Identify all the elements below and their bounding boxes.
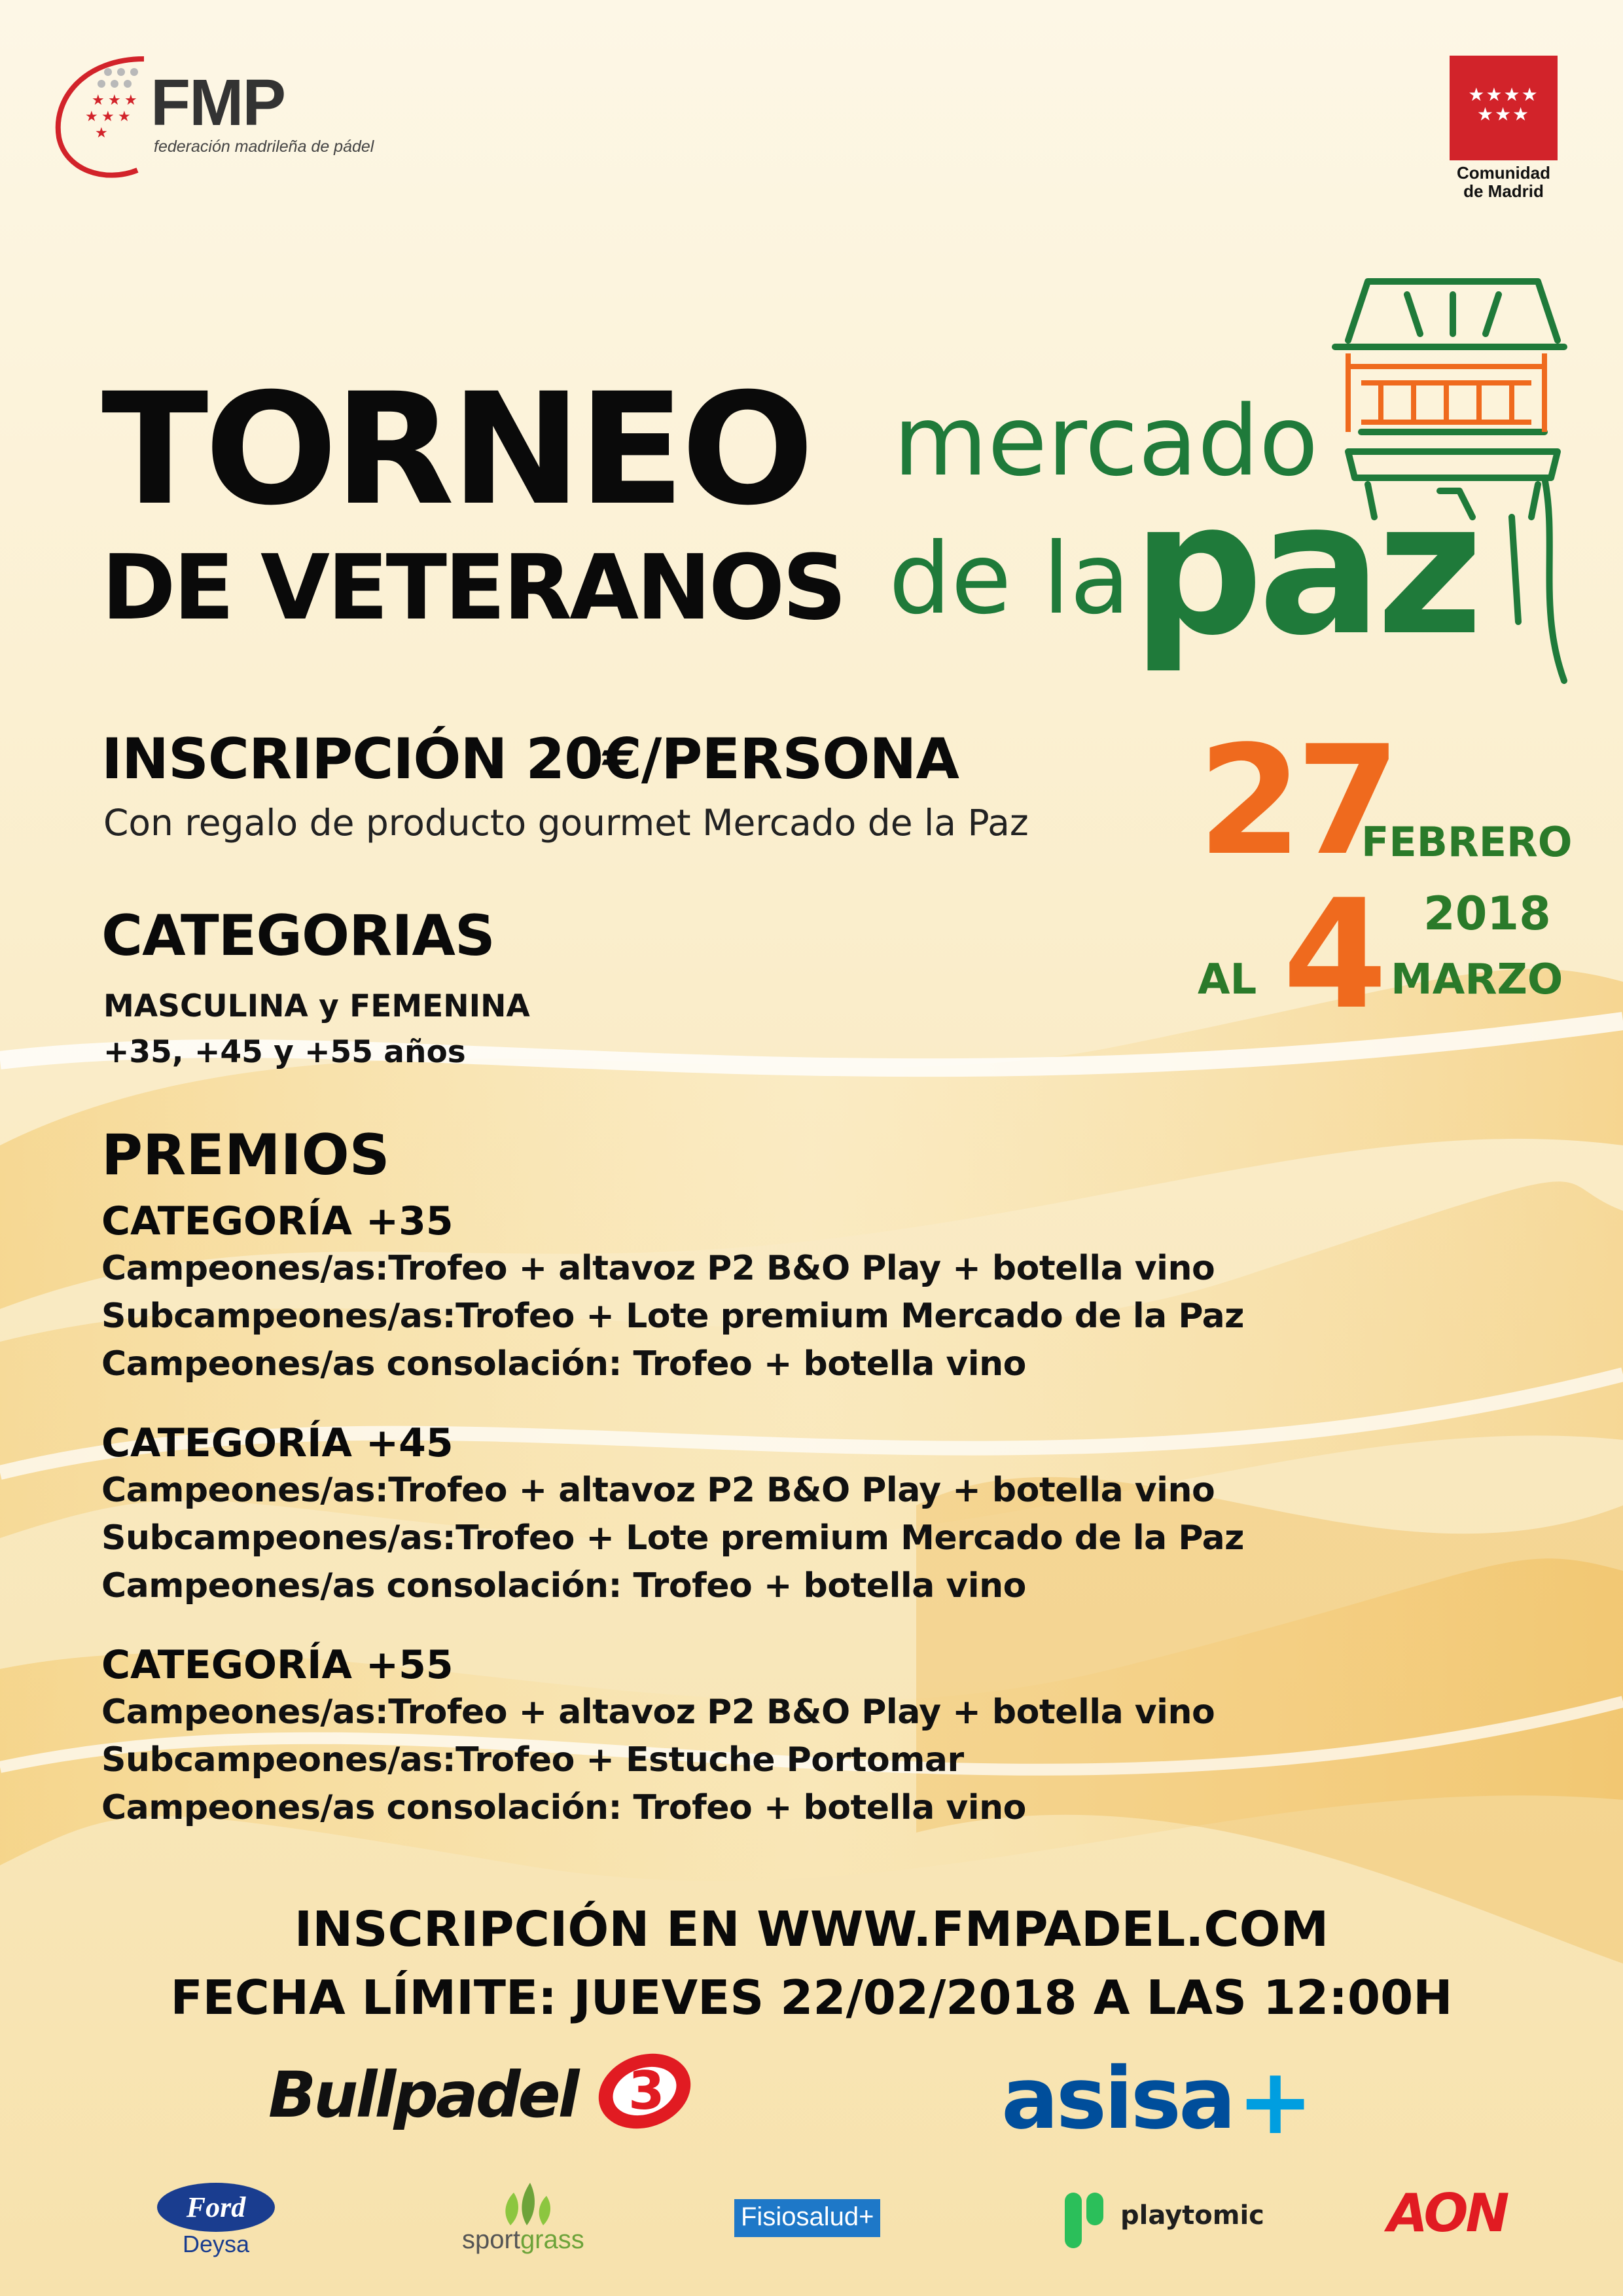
prize-group xyxy=(101,1198,1476,1388)
svg-text:★: ★ xyxy=(124,92,137,109)
playtomic-logo-icon xyxy=(1061,2189,1107,2251)
sponsor-deysa: Deysa xyxy=(182,2231,250,2257)
prize-line: Campeones/as consolación: Trofeo + botella vino xyxy=(101,1566,1026,1605)
sportgrass-leaf-icon xyxy=(497,2179,556,2229)
fmp-logo xyxy=(46,46,386,196)
prize-group xyxy=(101,1641,1476,1832)
cam-stars-icon: ★★★★ ★★★ xyxy=(1468,84,1539,124)
cam-line1: Comunidad xyxy=(1457,163,1550,183)
end-day: 4 xyxy=(1283,868,1388,1043)
start-day: 27 xyxy=(1198,714,1395,889)
sponsor-fisiosalud: Fisiosalud+ xyxy=(734,2199,880,2237)
categories-gender: MASCULINA y FEMENINA xyxy=(103,988,530,1024)
fmp-emblem-icon xyxy=(46,46,157,183)
fmp-name: FMP xyxy=(151,66,285,139)
start-month: FEBRERO xyxy=(1361,818,1573,866)
fmp-tagline: federación madrileña de pádel xyxy=(154,137,374,156)
sponsor-aon: AON xyxy=(1387,2183,1507,2244)
prize-category-title: CATEGORÍA +55 xyxy=(101,1642,454,1688)
prize-line: Subcampeones/as:Trofeo + Lote premium Mercado de la Paz xyxy=(101,1518,1244,1558)
prize-line: Campeones/as consolación: Trofeo + botella vino xyxy=(101,1344,1026,1384)
sponsor-asisa: asisa xyxy=(1001,2049,1234,2148)
sportgrass-part2: grass xyxy=(520,2225,584,2254)
date-connector: AL xyxy=(1198,956,1257,1004)
asisa-plus-icon: + xyxy=(1237,2049,1314,2155)
svg-text:★: ★ xyxy=(118,109,131,125)
venue-logo-paz: paz xyxy=(1132,463,1478,676)
sponsor-playtomic: playtomic xyxy=(1120,2200,1264,2231)
svg-text:3: 3 xyxy=(628,2060,665,2121)
prize-line: Campeones/as:Trofeo + altavoz P2 B&O Play + botella vino xyxy=(101,1693,1215,1732)
title-line2: DE VETERANOS xyxy=(101,536,844,640)
prizes-list xyxy=(101,1198,1476,1863)
sponsor-bullpadel: Bullpadel xyxy=(268,2058,577,2132)
categories-ages: +35, +45 y +55 años xyxy=(103,1034,466,1070)
svg-text:★: ★ xyxy=(95,125,108,141)
sponsor-sportgrass xyxy=(462,2225,584,2255)
prizes-heading: PREMIOS xyxy=(101,1122,390,1188)
svg-text:★: ★ xyxy=(85,109,98,125)
prize-category-title: CATEGORÍA +35 xyxy=(101,1198,454,1244)
inscription-subtext: Con regalo de producto gourmet Mercado de la Paz xyxy=(103,802,1029,844)
prize-line: Subcampeones/as:Trofeo + Lote premium Mercado de la Paz xyxy=(101,1297,1244,1336)
cam-name xyxy=(1446,164,1561,200)
sponsor-ford: Ford xyxy=(157,2183,275,2232)
prize-line: Subcampeones/as:Trofeo + Estuche Portomar xyxy=(101,1740,964,1780)
svg-text:★: ★ xyxy=(92,92,105,109)
prize-line: Campeones/as:Trofeo + altavoz P2 B&O Play + botella vino xyxy=(101,1471,1215,1510)
venue-logo-dela: de la xyxy=(889,522,1130,636)
inscription-heading: INSCRIPCIÓN 20€/PERSONA xyxy=(101,726,959,792)
event-year: 2018 xyxy=(1423,887,1551,941)
registration-url[interactable]: INSCRIPCIÓN EN WWW.FMPADEL.COM xyxy=(294,1901,1329,1958)
registration-deadline: FECHA LÍMITE: JUEVES 22/02/2018 A LAS 12:00H xyxy=(170,1970,1453,2025)
comunidad-madrid-logo xyxy=(1446,56,1558,203)
svg-text:★: ★ xyxy=(101,109,115,125)
venue-logo-mercado: mercado xyxy=(893,385,1319,497)
prize-line: Campeones/as:Trofeo + altavoz P2 B&O Play + botella vino xyxy=(101,1249,1215,1288)
categories-heading: CATEGORIAS xyxy=(101,903,495,969)
sportgrass-part1: sport xyxy=(462,2225,520,2254)
bullpadel-logo-icon xyxy=(592,2049,697,2134)
title-line1: TORNEO xyxy=(101,361,811,539)
prize-line: Campeones/as consolación: Trofeo + botella vino xyxy=(101,1788,1026,1827)
end-month: MARZO xyxy=(1391,956,1563,1004)
prize-category-title: CATEGORÍA +45 xyxy=(101,1420,454,1466)
svg-text:★: ★ xyxy=(108,92,121,109)
prize-group xyxy=(101,1420,1476,1610)
cam-line2: de Madrid xyxy=(1463,181,1544,201)
